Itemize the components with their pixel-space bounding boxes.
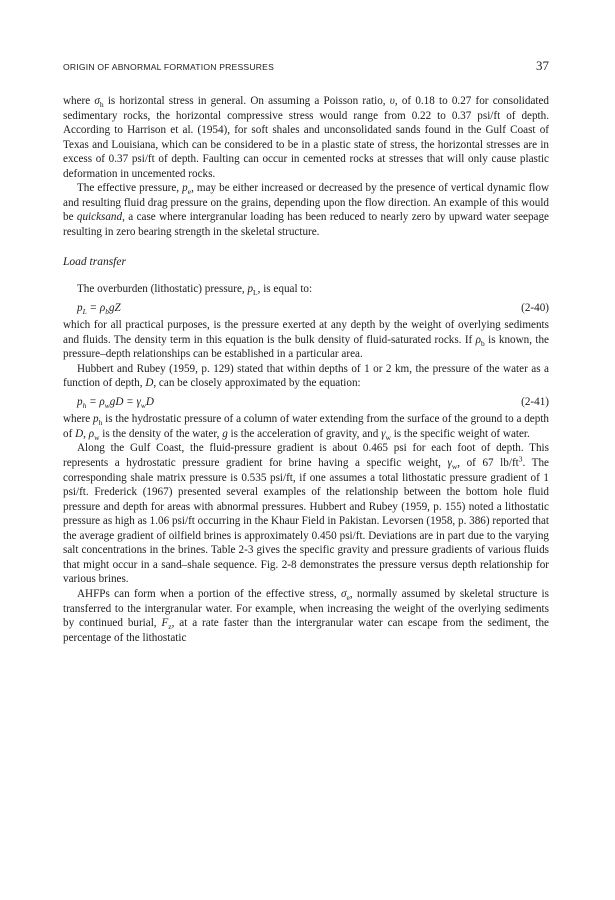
paragraph-7: Along the Gulf Coast, the fluid-pressure gradient is about 0.465 psi for each foot of depth. This represents a hydrostatic pressure gradient for brine having a specific weight, $\gamma_w$, of 67 $lb/ft^3$. The corresponding shale matrix pressure is 0.535 psi/ft, if one assumes a total lithostatic pressure gradient of 1 psi/ft. Frederick (1967) presented several examples of the relationship between the bottom hole fluid pressure and depth for areas with abnormal pressures. Hubbert and Rubey (1959, p. 155) noted a lithostatic pressure as high as 1.06 psi/ft occurring in the Khaur Field in Pakistan. Levorsen (1958, p. 386) reported that the average gradient of oilfield brines is approximately 0.450 psi/ft. Deviations are in part due to the varying salt concentrations in the brines. Table 2-3 gives the specific gravity and pressure gradients of various fluids that might occur in a sand–shale sequence. Fig. 2-8 demonstrates the pressure versus depth relationship for various brines. xyxy=(63,442,549,586)
paragraph-1: where $\sigma_h$ is horizontal stress in general. On assuming a Poisson ratio, υ, of 0.18 to 0.27 for consolidated sedimentary rocks, the horizontal compressive stress would range from 0.22 to 0.37 psi/ft of depth. According to Harrison et al. (1954), for soft shales and unconsolidated sands found in the Gulf Coast of Texas and Louisiana, which can be considered to be in a plastic state of stress, the horizontal stresses are in excess of 0.37 psi/ft of depth. Faulting can occur in cemented rocks at stresses that will only cause plastic deformation in uncemented rocks. xyxy=(63,95,549,180)
page-header xyxy=(63,58,549,74)
body-text xyxy=(63,94,549,645)
paragraph-6: where $p_h$ is the hydrostatic pressure of a column of water extending from the surface of the ground to a depth of D, $\rho_w$ is the density of the water, g is the acceleration of gravity, and $\gamma_w$ is the specific weight of water. xyxy=(63,413,549,443)
paragraph-8: AHFPs can form when a portion of the effective stress, $\sigma_e$, normally assumed by skeletal structure is transferred to the intergranular water. For example, when increasing the weight of the overlying sediments by continued burial, $F_z$, at a rate faster than the intergranular water can escape from the sediment, the percentage of the lithostatic xyxy=(63,587,549,644)
paragraph-2: The effective pressure, $p_e$, may be either increased or decreased by the presence of vertical dynamic flow and resulting fluid drag pressure on the grains, depending upon the flow direction. An example of this would be quicksand, a case where intergranular loading has been reduced to nearly zero by upward water seepage resulting in zero bearing strength in the skeletal structure. xyxy=(63,182,549,238)
equation-expression: $p_h = \rho_wgD = \gamma_wD$ xyxy=(77,395,154,411)
equation-number: (2-40) xyxy=(521,301,549,314)
paragraph-3: The overburden (lithostatic) pressure, $p_L$, is equal to: xyxy=(77,283,313,298)
equation-number: (2-41) xyxy=(521,395,549,408)
running-head: ORIGIN OF ABNORMAL FORMATION PRESSURES xyxy=(63,62,275,72)
equation-expression: $p_L = \rho_bgZ$ xyxy=(77,301,121,316)
paragraph-5: Hubbert and Rubey (1959, p. 129) stated that within depths of 1 or 2 km, the pressure of the water as a function of depth, D, can be closely approximated by the equation: xyxy=(63,362,549,390)
paragraph-4: which for all practical purposes, is the pressure exerted at any depth by the weight of overlying sediments and fluids. The density term in this equation is the bulk density of fluid-saturated rocks. If $\rho_b$ is known, the pressure–depth relationships can be established in a particular area. xyxy=(63,319,549,361)
equation-2-41 xyxy=(63,395,549,410)
page-number: 37 xyxy=(536,58,549,73)
equation-2-40 xyxy=(63,301,549,316)
section-title: Load transfer xyxy=(63,256,126,269)
